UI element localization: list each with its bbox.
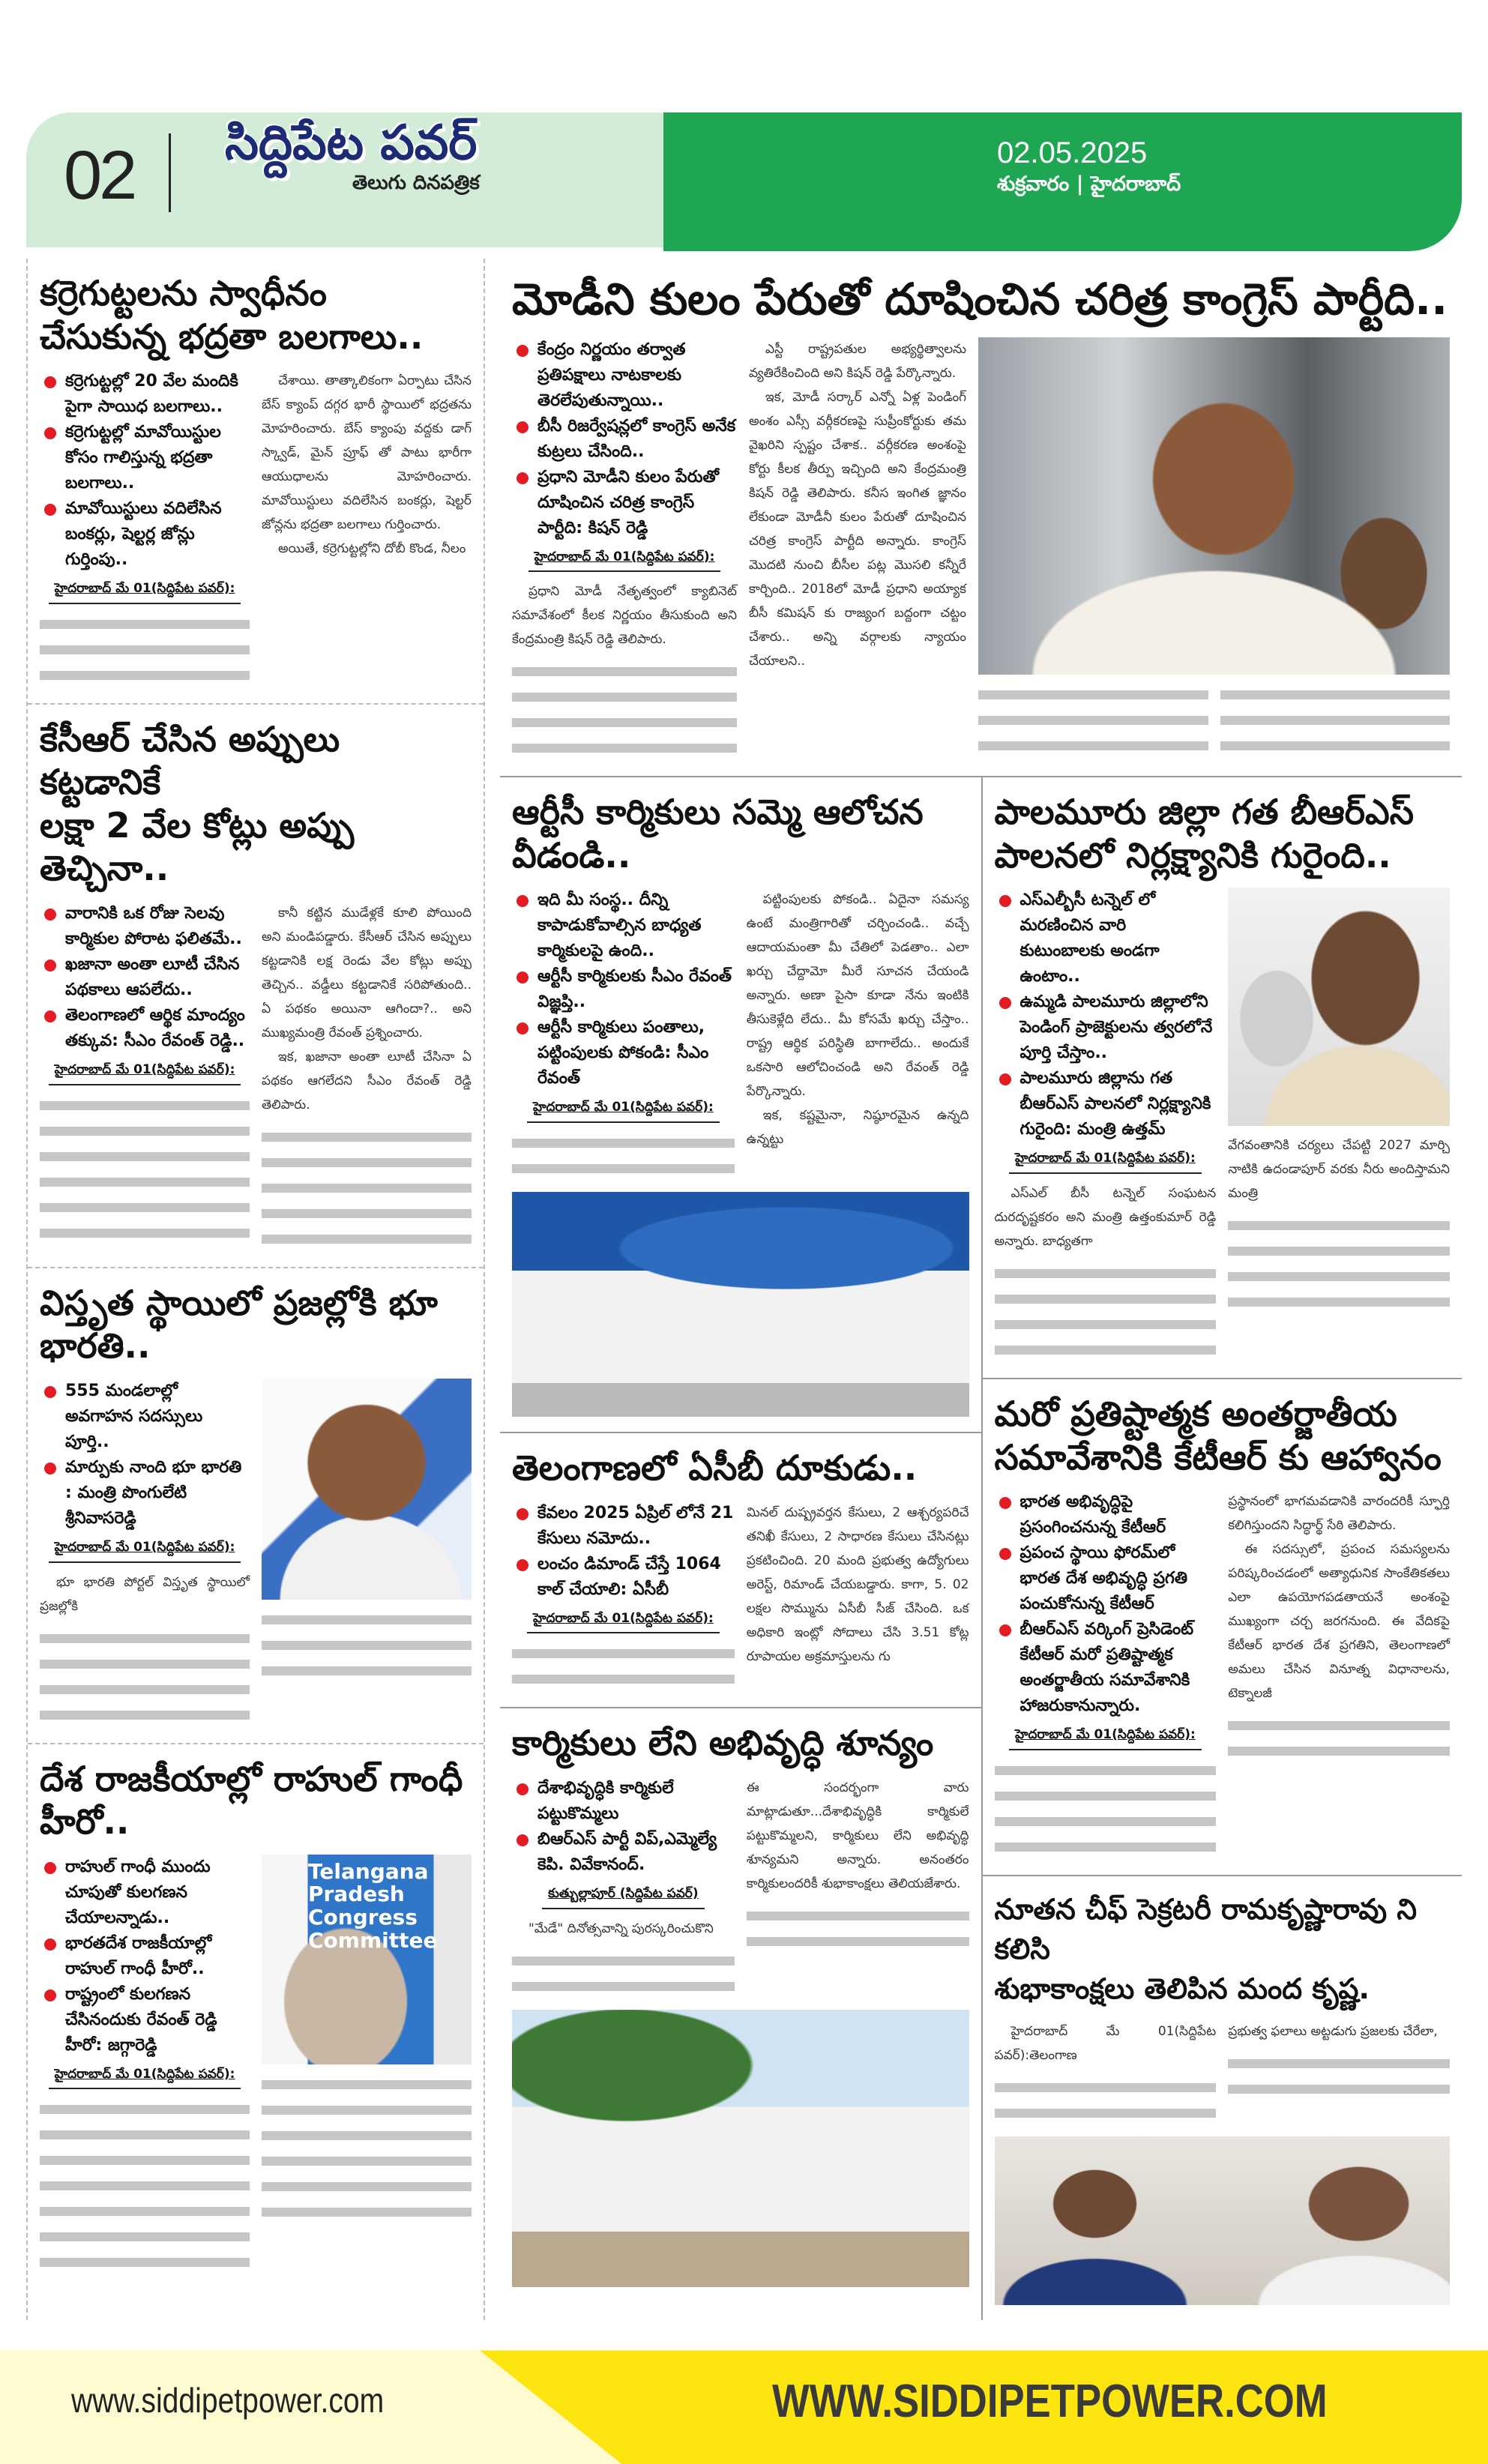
left-column xyxy=(26,259,485,2320)
body-text xyxy=(995,2075,1217,2126)
masthead xyxy=(0,0,1488,259)
story-acb xyxy=(500,1433,981,1708)
body-text xyxy=(995,1181,1217,1253)
photo-minister-ponguleti xyxy=(262,1379,472,1600)
paragraph: కానీ కట్టిన ముడేళ్లకే కూలి పోయింది అని మండిపడ్డారు. కేసీఆర్ చేసిన అప్పులు కట్టడానికి లక్ష రెండు వేల కోట్లు అప్పు తెచ్చిన.. వడ్డీలు కట్టడానికే సరిపోతుంది.. ఏ పథకం అయినా ఆగిందా?.. అని ముఖ్యమంత్రి రేవంత్ ప్రశ్నించారు. xyxy=(262,905,472,1040)
headline-line: కర్రెగుట్టలను స్వాధీనం xyxy=(40,273,327,313)
story-karmikulu xyxy=(500,1708,981,2301)
highlight: మార్పుకు నాంది భూ భారతి : మంత్రి పొంగులేటి శ్రీనివాసరెడ్డి xyxy=(40,1455,250,1531)
brand-block xyxy=(225,116,652,195)
body-text xyxy=(1220,682,1451,759)
headline: మోడీని కులం పేరుతో దూషించిన చరిత్ర కాంగ్రెస్ పార్టీది.. xyxy=(512,274,1448,325)
story-karreguttalu xyxy=(28,259,484,705)
dateline: హైదరాబాద్ మే 01(సిద్దిపేట పవర్): xyxy=(527,1610,720,1634)
body-text xyxy=(747,1903,969,1954)
headline xyxy=(995,1393,1451,1479)
highlights xyxy=(512,888,735,1091)
body-text xyxy=(747,1501,969,1669)
photo-kishan-reddy xyxy=(978,337,1450,675)
body-text xyxy=(512,579,737,651)
headline: దేశ రాజకీయాల్లో రాహుల్ గాంధీ హీరో.. xyxy=(40,1758,463,1843)
headline-line: నూతన చీఫ్ సెక్రటరీ రామకృష్ణారావు ని కలిసి xyxy=(994,1892,1418,1966)
body-text xyxy=(40,1626,250,1728)
highlight: బిఆర్ఎస్ పార్టీ విప్,ఎమ్మెల్యే కెపి. వివేకానంద్. xyxy=(512,1827,735,1878)
photo-banner-text: Telangana Pradesh Congress Committee xyxy=(308,1858,438,1953)
highlight: కేంద్రం నిర్ణయం తర్వాత ప్రతిపక్షాలు నాటకాలకు తెరలేపుతున్నాయి.. xyxy=(512,337,737,414)
body-text xyxy=(512,659,737,761)
paragraph: వేగవంతానికి చర్యలు చేపట్టి 2027 మార్చి నాటికి ఉదండాపూర్ వరకు నీరు అందిస్తామని మంత్రి xyxy=(1228,1138,1450,1202)
highlight: లంచం డిమాండ్ చేస్తే 1064 కాల్ చేయాలి: ఏసీబీ xyxy=(512,1552,735,1603)
highlight: ఉమ్మడి పాలమూరు జిల్లాలోని పెండింగ్ ప్రాజెక్టులను త్వరలోనే పూర్తి చేస్తాం.. xyxy=(995,989,1217,1066)
dateline: హైదరాబాద్ మే 01(సిద్దిపేట పవర్): xyxy=(49,580,241,604)
paragraph: ప్రస్థానంలో భాగమవడానికి వారందరికీ స్ఫూర్తి కలిగిస్తుందని సిద్ధార్థ్ సేఠి తెలిపారు. xyxy=(1228,1494,1450,1534)
dateline: హైదరాబాద్ మే 01(సిద్దిపేట పవర్): xyxy=(49,2066,241,2090)
highlights xyxy=(512,1776,735,1878)
highlights xyxy=(512,1501,735,1603)
page-content xyxy=(0,259,1488,2320)
story-palamuru xyxy=(983,777,1463,1379)
highlights xyxy=(40,1379,250,1531)
highlight: రాహుల్ గాంధీ ముందు చూపుతో కులగణన చేయాలన్నాడు.. xyxy=(40,1855,250,1931)
highlight: ఆర్టీసీ కార్మికులకు సీఎం రేవంత్ విజ్ఞప్తి.. xyxy=(512,964,735,1015)
dateline: హైదరాబాద్ మే 01(సిద్దిపేట పవర్): xyxy=(527,1099,720,1123)
highlight: మావోయిస్టులు వదిలేసిన బంకర్లు, షెల్టర్ల జోన్లు గుర్తింపు.. xyxy=(40,496,250,573)
photo-rtc-event xyxy=(512,1192,969,1417)
paragraph: ఇక, కష్టమైనా, నిష్ఠూరమైన ఉన్నది ఉన్నట్టు xyxy=(746,1108,969,1148)
paragraph: ఇక, మోడీ సర్కార్ ఎన్నో ఏళ్ల పెండింగ్ అంశం ఎస్సీ వర్గీకరణపై సుప్రీంకోర్టుకు తమ వైఖరిని స్పష్టం చేశాక.. వర్గీకరణ అంశంపై కోర్టు కీలక తీర్పు ఇచ్చింది అని కేంద్రమంత్రి కిషన్ రెడ్డి తెలిపారు. కనీస ఇంగిత జ్ఞానం లేకుండా మోడీనీ కులం పేరుతో దూషించిన చరిత్ర కాంగ్రెస్ పార్టీది అన్నారు. కాంగ్రెస్ మొదటి నుంచి బీసీల పట్ల మొసలి కన్నీరే కార్చింది.. 2018లో మోడీ ప్రధాని అయ్యాక బీసీ కమిషన్ కు రాజ్యంగ బద్దంగా చట్టం చేశారు.. అన్ని వర్గాలకు న్యాయం చేయాలని.. xyxy=(749,389,966,669)
body-text xyxy=(747,888,969,1151)
dateline: హైదరాబాద్ మే 01(సిద్దిపేట పవర్): xyxy=(528,549,721,573)
highlight: కర్రెగుట్టల్లో మావోయిస్టుల కోసం గాలిస్తున్న భద్రతా బలగాలు.. xyxy=(40,420,250,496)
headline-line: లక్షా 2 వేల కోట్లు అప్పు తెచ్చినా.. xyxy=(40,804,355,889)
website-link[interactable]: www.siddipetpower.com xyxy=(71,2381,385,2421)
page-number: 02 xyxy=(64,137,135,214)
body-text xyxy=(40,1093,250,1246)
photo-jagga-reddy xyxy=(262,1855,472,2064)
highlights xyxy=(40,1855,250,2058)
paper-logo: సిద్దిపేట పవర్ xyxy=(225,115,478,171)
highlight: కర్రెగుట్టల్లో 20 వేల మందికి పైగా సాయిధ బలగాలు.. xyxy=(40,369,250,420)
paragraph: ఎస్టీ రాష్ట్రపతుల అభ్యర్థిత్వాలను వ్యతిరేకించింది అని కిషన్ రెడ్డి పేర్కొన్నారు. xyxy=(749,341,966,381)
body-text xyxy=(978,682,1208,759)
body-text xyxy=(262,2072,472,2225)
website-link-banner[interactable]: WWW.SIDDIPETPOWER.COM xyxy=(772,2376,1328,2428)
body-text xyxy=(262,369,472,561)
story-ktr-invite xyxy=(983,1379,1463,1876)
headline: తెలంగాణలో ఏసీబీ దూకుడు.. xyxy=(512,1448,918,1489)
photo-may-day-event xyxy=(512,2010,969,2287)
right-area xyxy=(500,259,1462,2320)
paragraph: ప్రధాని మోడీ నేతృత్వంలో క్యాబినెట్ సమావేశంలో కీలక నిర్ణయం తీసుకుంది అని కేంద్రమంత్రి కిషన్ రెడ్డి తెలిపారు. xyxy=(512,584,737,648)
paragraph: ఇక, ఖజానా అంతా లూటీ చేసినా ఏ పథకం ఆగలేదని సీఎం రేవంత్ రెడ్డి తెలిపారు. xyxy=(262,1049,472,1112)
body-text xyxy=(1228,2019,1450,2043)
divider xyxy=(169,133,171,212)
highlights xyxy=(995,888,1217,1142)
dateline: కుత్బుల్లాపూర్ (సిద్దిపేట పవర్) xyxy=(542,1885,705,1909)
highlight: ప్రపంచ స్థాయి ఫోరమ్‌లో భారత దేశ అభివృద్ధి ప్రగతి పంచుకోనున్న కేటీఆర్ xyxy=(995,1540,1217,1617)
body-text xyxy=(40,2097,250,2275)
headline: కార్మికులు లేని అభివృద్ధి శూన్యం xyxy=(512,1723,934,1764)
headline xyxy=(995,1890,1451,2010)
story-manda-krishna xyxy=(983,1876,1463,2321)
headline-line: సమావేశానికి కేటీఆర్ కు ఆహ్వానం xyxy=(994,1436,1442,1478)
headline-line: శుభాకాంక్షలు తెలిపిన మంద కృష్ణ. xyxy=(994,1972,1370,2006)
headline xyxy=(995,791,1451,877)
body-text xyxy=(262,1607,472,1684)
highlight: ఖజానా అంతా లూటీ చేసిన పథకాలు ఆపలేదు.. xyxy=(40,952,250,1003)
story-rtc-strike xyxy=(500,777,981,1433)
highlight: తెలంగాణలో ఆర్థిక మాంద్యం తక్కువ: సీఎం రేవంత్ రెడ్డి.. xyxy=(40,1003,250,1054)
highlight: భారతదేశ రాజకీయాల్లో రాహుల్ గాంధీ హీరో.. xyxy=(40,1931,250,1982)
issue-day-city: శుక్రవారం | హైదరాబాద్ xyxy=(997,172,1181,196)
highlight: ప్రధాని మోడీని కులం పేరుతో దూషించిన చరిత్ర కాంగ్రెస్ పార్టీది: కిషన్ రెడ్డి xyxy=(512,465,737,541)
date-block xyxy=(997,135,1417,197)
highlight: పాలమూరు జిల్లాను గత బీఆర్ఎస్ పాలనలో నిర్లక్ష్యానికి గురైంది: మంత్రి ఉత్తమ్ xyxy=(995,1066,1217,1142)
highlight: 555 మండలాల్లో అవగాహన సదస్సులు పూర్తి.. xyxy=(40,1379,250,1455)
highlight: కేవలం 2025 ఏప్రిల్ లోనే 21 కేసులు నమోదు.. xyxy=(512,1501,735,1552)
body-text xyxy=(995,1758,1217,1860)
highlight: ఆర్టీసీ కార్మికులు పంతాలు, పట్టింపులకు పోకండి: సీఎం రేవంత్ xyxy=(512,1015,735,1091)
body-text xyxy=(262,901,472,1117)
right-column xyxy=(981,777,1463,2320)
paragraph: "మేడే" దినోత్సవాన్ని పురస్కరించుకొని xyxy=(528,1921,714,1936)
highlights xyxy=(995,1489,1217,1719)
body-text xyxy=(40,612,250,688)
body-text xyxy=(1228,1133,1450,1205)
headline-line: పాలనలో నిర్లక్ష్యానికి గురైంది.. xyxy=(994,834,1391,876)
body-text xyxy=(512,1130,735,1181)
paragraph: ఈ సదస్సులో, ప్రపంచ సమస్యలను పరిష్కరించడంలో అత్యాధునిక సాంకేతికతలు ఎలా ఉపయోగపడతాయనే అంశంపై ముఖ్యంగా చర్చ జరగనుంది. ఈ వేదికపై కేటీఆర్ భారత దేశ ప్రగతిని, తెలంగాణలో అమలు చేసిన వినూత్న విధానాలను, టెక్నాలజీ xyxy=(1228,1542,1450,1702)
highlight: ఎస్ఎల్బీసీ టన్నెల్ లో మరణించిన వారి కుటుంబాలకు అండగా ఉంటాం.. xyxy=(995,888,1217,989)
paragraph: ఈ సందర్భంగా వారు మాట్లాడుతూ...దేశాభివృద్ధికి కార్మికులే పట్టుకొమ్మలని, కార్మికులు లేని అభివృద్ధి శూన్యమని అన్నారు. అనంతరం కార్మికులందరికీ శుభాకాంక్షలు తెలియజేశారు. xyxy=(746,1780,969,1891)
middle-column xyxy=(500,777,981,2320)
story-modi-lead xyxy=(500,259,1462,777)
dateline: హైదరాబాద్ మే 01(సిద్దిపేట పవర్): xyxy=(49,1061,241,1085)
body-text xyxy=(512,1917,735,1941)
paragraph: హైదరాబాద్ మే 01(సిద్దిపేట పవర్):తెలంగాణ xyxy=(994,2024,1217,2064)
paragraph: ప్రభుత్వ ఫలాలు అట్టడుగు ప్రజలకు చేరేలా, xyxy=(1228,2024,1438,2040)
dateline: హైదరాబాద్ మే 01(సిద్దిపేట పవర్): xyxy=(49,1539,241,1563)
body-text xyxy=(747,1776,969,1896)
body-text xyxy=(512,1641,735,1692)
body-text xyxy=(512,1948,735,1999)
highlight: వారానికి ఒక రోజు సెలవు కార్మికుల పోరాట ఫలితమే.. xyxy=(40,901,250,952)
body-text xyxy=(40,1570,250,1618)
highlight: భారత అభివృద్ధిపై ప్రసంగించనున్న కేటీఆర్ xyxy=(995,1489,1217,1540)
highlight: ఇది మీ సంస్థ.. దీన్ని కాపాడుకోవాల్సిన బాధ్యత కార్మికులపై ఉంది.. xyxy=(512,888,735,964)
story-rahul-gandhi xyxy=(28,1744,484,2291)
paragraph: చేశాయి. తాత్కాలికంగా ఏర్పాటు చేసిన బేస్ క్యాంప్ దగ్గర భారీ స్థాయిలో భద్రతను మోహరించారు. బేస్ క్యాంపు వద్దకు డాగ్ స్క్వాడ్, మైన్ ప్రూఫ్ తో పాటు భారీగా ఆయుధాలను మోహరించారు. మావోయిస్టులు వదిలేసిన బంకర్లు, షెల్టర్ జోన్లను భద్రతా బలగాలు గుర్తించారు. xyxy=(262,373,472,532)
headline-line: చేసుకున్న భద్రతా బలగాలు.. xyxy=(40,316,424,357)
story-kcr-debts xyxy=(28,705,484,1268)
body-text xyxy=(1228,1213,1450,1315)
highlights xyxy=(512,337,737,541)
body-text xyxy=(1228,2051,1450,2102)
paragraph: ఎస్ఎల్ బీసీ టన్నెల్ సంఘటన దురదృష్టకరం అని మంత్రి ఉత్తంకుమార్ రెడ్డి అన్నారు. బాధ్యతగా xyxy=(994,1186,1217,1250)
body-text xyxy=(749,337,966,673)
body-text xyxy=(1228,1713,1450,1764)
highlight: బీఆర్ఎస్ వర్కింగ్ ప్రెసిడెంట్ కేటీఆర్ మరో ప్రతిష్టాత్మక అంతర్జాతీయ సమావేశానికి హాజరుకానున్నారు. xyxy=(995,1617,1217,1719)
paragraph: అయితే, కర్రెగుట్టల్లోని దోబీ కొండ, నీలం xyxy=(278,541,466,556)
headline-line: మరో ప్రతిష్టాత్మక అంతర్జాతీయ xyxy=(994,1394,1397,1435)
photo-minister-uttam xyxy=(1228,888,1450,1126)
headline xyxy=(40,718,472,891)
body-text xyxy=(995,2019,1217,2067)
body-text xyxy=(1228,1489,1450,1705)
paragraph: భూ భారతి పోర్టల్ విస్తృత స్థాయిలో ప్రజల్లోకి xyxy=(40,1574,250,1614)
headline: విస్తృత స్థాయిలో ప్రజల్లోకి భూ భారతి.. xyxy=(40,1282,438,1367)
body-text xyxy=(262,1124,472,1252)
dateline: హైదరాబాద్ మే 01(సిద్దిపేట పవర్): xyxy=(1009,1726,1202,1750)
footer xyxy=(0,2350,1488,2464)
story-bhu-bharati xyxy=(28,1268,484,1744)
headline-line: పాలమూరు జిల్లా గత బీఆర్ఎస్ xyxy=(994,792,1415,833)
headline-line: కేసీఆర్ చేసిన అప్పులు కట్టడానికే xyxy=(40,718,340,803)
highlights xyxy=(40,901,250,1054)
body-text xyxy=(995,1261,1217,1363)
paragraph: పట్టింపులకు పోకండి.. ఏదైనా సమస్య ఉంటే మంత్రిగారితో చర్చించండి.. వచ్చే ఆదాయమంతా మీ చేతిలో పెడతాం.. ఎలా ఖర్చు చేద్దామో మీరే సూచన చేయండి అన్నారు. అణా పైసా కూడా నేను ఇంటికి తీసుకెళ్లేది లేదు.. మీ కోసమే ఖర్చు చేస్తాం.. రాష్ట్ర ఆర్థిక పరిస్థితి బాగాలేదు.. అందుకే ఒకసారి ఆలోచించండి అని రేవంత్ రెడ్డి పేర్కొన్నారు. xyxy=(746,892,969,1100)
paper-tagline: తెలుగు దినపత్రిక xyxy=(352,171,480,194)
highlights xyxy=(40,369,250,573)
photo-manda-krishna-meeting xyxy=(995,2136,1451,2305)
paragraph: మినల్ దుష్ప్రవర్తన కేసులు, 2 ఆశ్చర్యపరిచే తనిఖీ కేసులు, 2 సాధారణ కేసులు చేసినట్లు ప్రకటించింది. 20 మంది ప్రభుత్వ ఉద్యోగులు అరెస్ట్, రిమాండ్ చేయబడ్డారు. కాగా, 5. 02 లక్షల సొమ్మును ఏసీబీ సీజ్ చేసింది. ఒక అధికారి ఇంట్లో సోదాలు చేసి 3.51 కోట్ల రూపాయల అక్రమాస్తులను గు xyxy=(746,1504,969,1664)
highlight: దేశాభివృద్ధికి కార్మికులే పట్టుకొమ్మలు xyxy=(512,1776,735,1827)
issue-date: 02.05.2025 xyxy=(997,136,1148,169)
dateline: హైదరాబాద్ మే 01(సిద్దిపేట పవర్): xyxy=(1009,1150,1202,1174)
highlight: రాష్ట్రంలో కులగణన చేసినందుకు రేవంత్ రెడ్డి హీరో: జగ్గారెడ్డి xyxy=(40,1982,250,2058)
headline xyxy=(40,272,472,358)
highlight: బీసీ రిజర్వేషన్లలో కాంగ్రెస్ అనేక కుట్రలు చేసింది.. xyxy=(512,414,737,465)
headline: ఆర్టీసీ కార్మికులు సమ్మె ఆలోచన వీడండి.. xyxy=(512,792,924,876)
